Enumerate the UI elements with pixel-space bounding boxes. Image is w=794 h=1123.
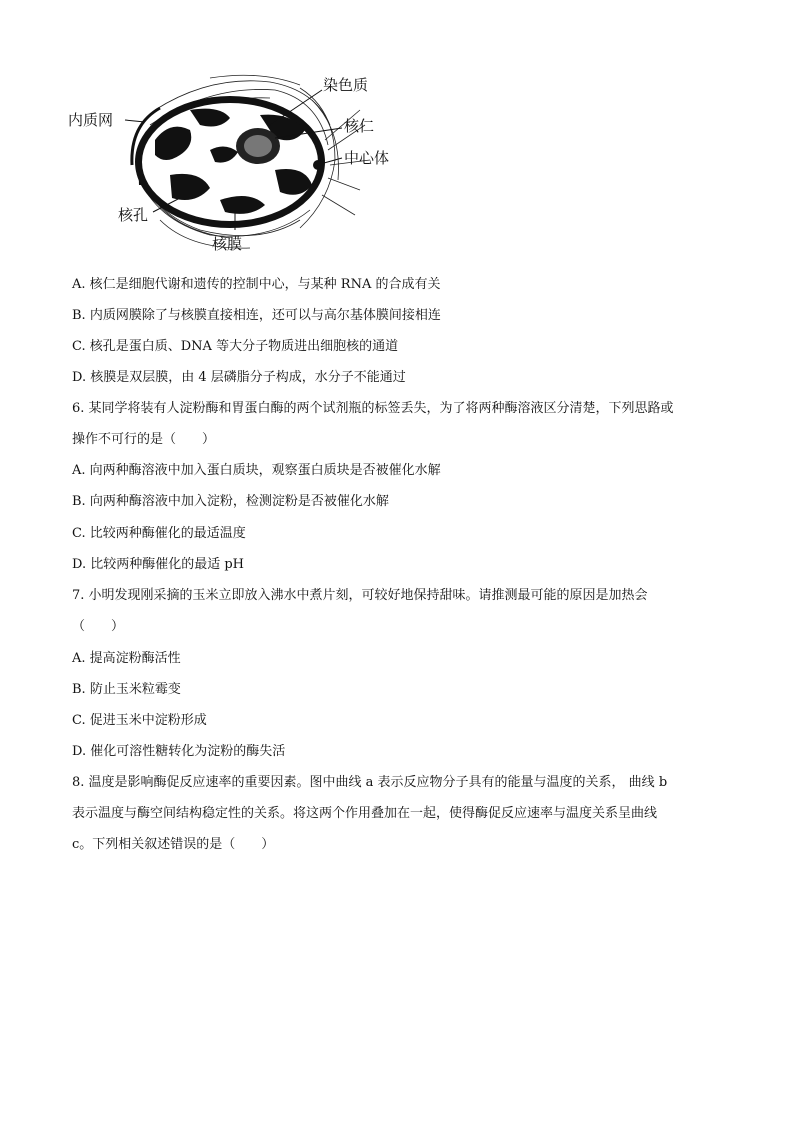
label-er: 内质网 xyxy=(68,111,114,129)
q5-option-d: D. 核膜是双层膜，由 4 层磷脂分子构成，水分子不能通过 xyxy=(72,370,406,385)
label-chromatin: 染色质 xyxy=(323,76,369,94)
q6-option-b: B. 向两种酶溶液中加入淀粉，检测淀粉是否被催化水解 xyxy=(72,494,389,509)
q7-option-b: B. 防止玉米粒霉变 xyxy=(72,682,181,697)
label-nuclear-envelope: 核膜 xyxy=(212,235,243,253)
label-centrosome: 中心体 xyxy=(344,149,390,167)
label-nuclear-pore: 核孔 xyxy=(118,206,149,224)
q5-option-b: B. 内质网膜除了与核膜直接相连，还可以与高尔基体膜间接相连 xyxy=(72,308,441,323)
q6-option-d: D. 比较两种酶催化的最适 pH xyxy=(72,557,245,572)
q7-option-d: D. 催化可溶性糖转化为淀粉的酶失活 xyxy=(72,744,286,759)
q6-stem-line1: 6. 某同学将装有人淀粉酶和胃蛋白酶的两个试剂瓶的标签丢失，为了将两种酶溶液区分清楚，下列思路或 xyxy=(72,401,674,416)
q7-stem-line2: （ ） xyxy=(72,619,125,634)
centrosome xyxy=(313,160,323,170)
q7-option-a: A. 提高淀粉酶活性 xyxy=(72,651,181,666)
label-nucleolus: 核仁 xyxy=(344,117,375,135)
q6-stem-line2: 操作不可行的是（ ） xyxy=(72,432,216,447)
q7-option-c: C. 促进玉米中淀粉形成 xyxy=(72,713,207,728)
q7-stem-line1: 7. 小明发现刚采摘的玉米立即放入沸水中煮片刻，可较好地保持甜味。请推测最可能的原因是加热会 xyxy=(72,588,648,603)
q8-stem-line3: c。下列相关叙述错误的是（ ） xyxy=(72,837,275,852)
q5-option-a: A. 核仁是细胞代谢和遗传的控制中心，与某种 RNA 的合成有关 xyxy=(72,277,441,292)
q5-option-c: C. 核孔是蛋白质、DNA 等大分子物质进出细胞核的通道 xyxy=(72,339,399,354)
nucleus-figure xyxy=(60,70,420,260)
q6-option-c: C. 比较两种酶催化的最适温度 xyxy=(72,526,246,541)
q8-stem-line2: 表示温度与酶空间结构稳定性的关系。将这两个作用叠加在一起，使得酶促反应速率与温度关系呈曲线 xyxy=(72,806,658,821)
q6-option-a: A. 向两种酶溶液中加入蛋白质块，观察蛋白质块是否被催化水解 xyxy=(72,463,441,478)
q8-stem-line1: 8. 温度是影响酶促反应速率的重要因素。图中曲线 a 表示反应物分子具有的能量与温度的关系， 曲线 b xyxy=(72,775,668,790)
